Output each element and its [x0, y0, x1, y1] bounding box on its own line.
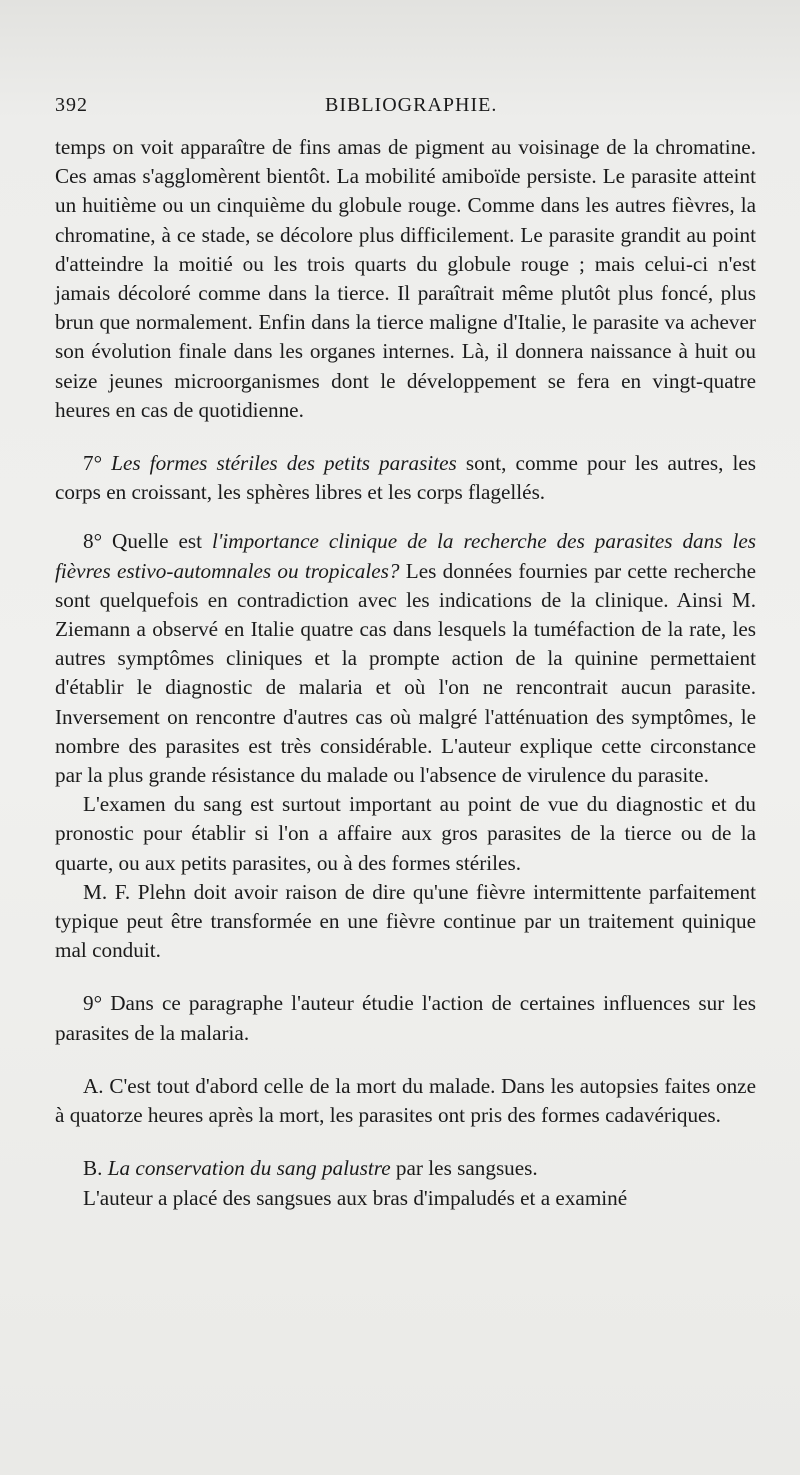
paragraph-clinical-importance [55, 527, 756, 790]
italic-clinical-question: l'importance clinique de la recherche des parasites dans les fièvres estivo-automnales ou tropicales? [55, 529, 756, 583]
section-b-lead: B. [83, 1156, 103, 1181]
paragraph-plehn: M. F. Plehn doit avoir raison de dire qu'une fièvre intermittente parfaitement typique peut être transformée en une fièvre continue par un traitement quinique mal conduit. [55, 879, 756, 963]
paragraph-death-of-patient: A. C'est tout d'abord celle de la mort du malade. Dans les autopsies faites onze à quatorze heures après la mort, les parasites ont pris des formes cadavériques. [55, 1073, 756, 1128]
sterile-forms-text: sont, comme pour les autres, les corps en croissant, les sphères libres et les corps flagellés. [55, 451, 757, 505]
italic-sterile-forms: Les formes stériles des petits parasites [111, 451, 457, 476]
paragraph-pigment-evolution: temps on voit apparaître de fins amas de pigment au voisinage de la chromatine. Ces amas s'agglomèrent bientôt. La mobilité amiboïde persiste. Le parasite atteint un huitième ou un cinquième du globule rouge. Comme dans les autres fièvres, la chromatine, à ce stade, se décolore plus difficilement. Le parasite grandit au point d'atteindre la moitié ou les trois quarts du globule rouge ; mais celui-ci n'est jamais décoloré comme dans la tierce. Il paraîtrait même plutôt plus foncé, plus brun que normalement. Enfin dans la tierce maligne d'Italie, le parasite va achever son évolution finale dans les organes internes. Là, il donnera naissance à huit ou seize jeunes microorganismes dont le développement se fera en vingt-quatre heures en cas de quotidienne. [55, 135, 756, 422]
paragraph-sterile-forms [55, 449, 756, 507]
section-8-lead: 8° Quelle est [83, 529, 203, 554]
running-title: BIBLIOGRAPHIE. [325, 94, 498, 116]
paragraph-blood-exam: L'examen du sang est surtout important au point de vue du diagnostic et du pronostic pour établir si l'on a affaire aux gros parasites de la tierce ou de la quarte, ou aux petits parasites, ou à des formes stériles. [55, 792, 756, 875]
page-header [55, 94, 760, 124]
page-number: 392 [55, 94, 88, 116]
clinical-importance-text: Les données fournies par cette recherche sont quelquefois en contradiction avec les indications de la clinique. Ainsi M. Ziemann a observé en Italie quatre cas dans lesquels la tuméfaction de la rate, les autres symptômes cliniques et la prompte action de la quinine permettaient d'établir le diagnostic de malaria et où l'on ne rencontrait aucun parasite. Inversement on rencontre d'autres cas où malgré l'atténuation des symptômes, le nombre des parasites est très considérable. L'auteur explique cette circonstance par la plus grande résistance du malade ou l'absence de virulence du parasite. [55, 558, 757, 788]
italic-blood-conservation: La conservation du sang palustre [107, 1156, 391, 1181]
paragraph-influences: 9° Dans ce paragraphe l'auteur étudie l'action de certaines influences sur les parasites de la malaria. [55, 991, 756, 1045]
paragraph-leeches-continued: L'auteur a placé des sangsues aux bras d'impaludés et a examiné [83, 1185, 628, 1210]
paragraph-leeches [55, 1154, 756, 1183]
section-number-7: 7° [83, 451, 103, 476]
leeches-text: par les sangsues. [395, 1156, 538, 1181]
page-body [55, 133, 756, 1213]
